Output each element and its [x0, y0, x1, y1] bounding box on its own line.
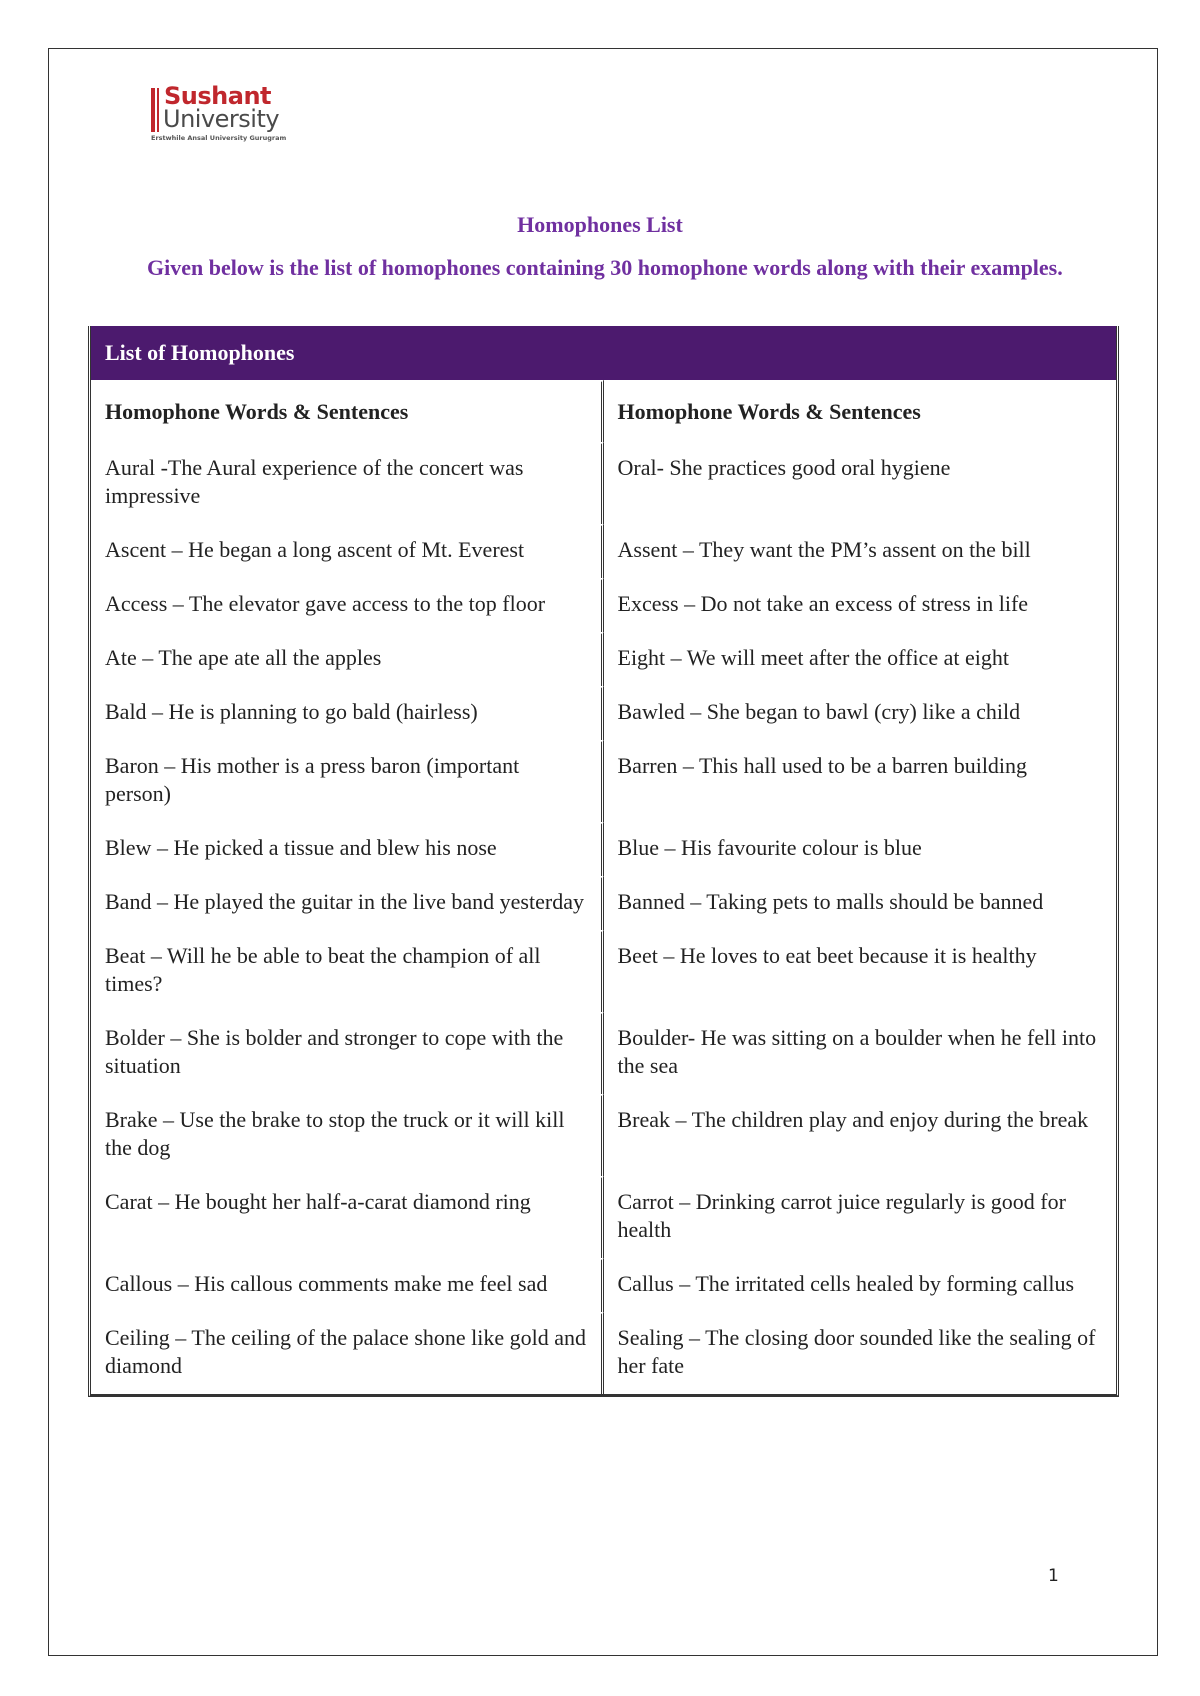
table-row	[91, 1012, 1116, 1094]
table-cell-left: Ate – The ape ate all the apples	[91, 632, 604, 686]
column-header-row	[91, 380, 1116, 442]
table-row	[91, 740, 1116, 822]
table-cell-right: Sealing – The closing door sounded like the sealing of her fate	[604, 1312, 1117, 1394]
table-row	[91, 876, 1116, 930]
table-cell-right: Break – The children play and enjoy during the break	[604, 1094, 1117, 1176]
page-number: 1	[1048, 1566, 1059, 1586]
table-cell-left: Carat – He bought her half-a-carat diamond ring	[91, 1176, 604, 1258]
table-cell-right: Assent – They want the PM’s assent on the bill	[604, 524, 1117, 578]
table-cell-right: Oral- She practices good oral hygiene	[604, 442, 1117, 524]
document-intro: Given below is the list of homophones containing 30 homophone words along with their examples.	[147, 255, 1063, 280]
table-cell-right: Carrot – Drinking carrot juice regularly is good for health	[604, 1176, 1117, 1258]
table-cell-right: Beet – He loves to eat beet because it is healthy	[604, 930, 1117, 1012]
table-body	[91, 442, 1116, 1394]
table-cell-right: Bawled – She began to bawl (cry) like a child	[604, 686, 1117, 740]
table-cell-left: Access – The elevator gave access to the top floor	[91, 578, 604, 632]
table-cell-left: Brake – Use the brake to stop the truck or it will kill the dog	[91, 1094, 604, 1176]
document-title: Homophones List	[517, 212, 683, 237]
column-header-left: Homophone Words & Sentences	[91, 380, 604, 442]
table-cell-right: Boulder- He was sitting on a boulder when he fell into the sea	[604, 1012, 1117, 1094]
table-cell-right: Excess – Do not take an excess of stress in life	[604, 578, 1117, 632]
table-cell-left: Blew – He picked a tissue and blew his nose	[91, 822, 604, 876]
table-row	[91, 632, 1116, 686]
table-cell-left: Bolder – She is bolder and stronger to cope with the situation	[91, 1012, 604, 1094]
table-cell-right: Barren – This hall used to be a barren building	[604, 740, 1117, 822]
table-row	[91, 822, 1116, 876]
table-cell-left: Ascent – He began a long ascent of Mt. Everest	[91, 524, 604, 578]
university-logo	[151, 82, 311, 146]
column-header-right: Homophone Words & Sentences	[604, 380, 1117, 442]
table-header: List of Homophones	[91, 326, 1116, 380]
table-row	[91, 930, 1116, 1012]
table-cell-right: Banned – Taking pets to malls should be banned	[604, 876, 1117, 930]
table-row	[91, 578, 1116, 632]
table-row	[91, 524, 1116, 578]
table-row	[91, 1312, 1116, 1394]
table-cell-left: Bald – He is planning to go bald (hairless)	[91, 686, 604, 740]
logo-name-line1: Sushant	[164, 82, 271, 110]
homophones-table	[88, 326, 1119, 1397]
table-cell-left: Band – He played the guitar in the live band yesterday	[91, 876, 604, 930]
table-cell-left: Callous – His callous comments make me feel sad	[91, 1258, 604, 1312]
table-cell-right: Eight – We will meet after the office at eight	[604, 632, 1117, 686]
logo-bar-thin	[157, 88, 159, 132]
table-row	[91, 1258, 1116, 1312]
table-row	[91, 1176, 1116, 1258]
table-row	[91, 442, 1116, 524]
table-cell-left: Baron – His mother is a press baron (important person)	[91, 740, 604, 822]
logo-name-line2: University	[163, 105, 280, 133]
table-cell-right: Blue – His favourite colour is blue	[604, 822, 1117, 876]
table-cell-left: Beat – Will he be able to beat the champion of all times?	[91, 930, 604, 1012]
table-cell-left: Ceiling – The ceiling of the palace shone like gold and diamond	[91, 1312, 604, 1394]
table-row	[91, 686, 1116, 740]
table-cell-right: Callus – The irritated cells healed by forming callus	[604, 1258, 1117, 1312]
table-row	[91, 1094, 1116, 1176]
table-cell-left: Aural -The Aural experience of the concert was impressive	[91, 442, 604, 524]
logo-bar	[151, 88, 155, 132]
logo-tagline: Erstwhile Ansal University Gurugram	[151, 134, 287, 142]
